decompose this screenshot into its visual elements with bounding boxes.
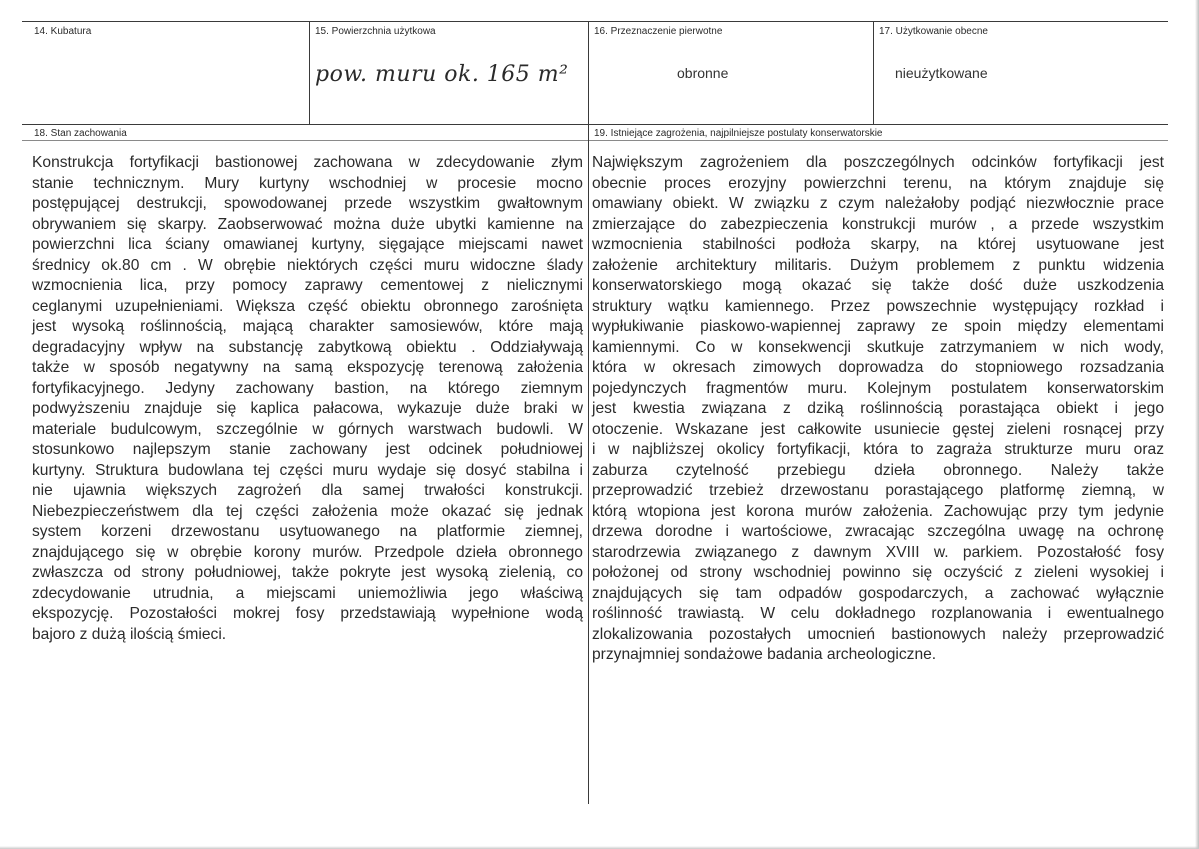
left-text-line: zwłaszcza od strony południowej, także pokryte jest wysoką zielenią, co (32, 564, 583, 581)
right-text-line: pojedynczych fragmentów muru. Kolejnym postulatem konserwatorskim (592, 379, 1164, 397)
right-text-line: przeprowadzić trzebież drzewostanu porastającego platformę ziemną, w (592, 482, 1164, 499)
current-use-label: 17. Użytkowanie obecne (879, 26, 988, 37)
col-divider-1 (309, 21, 310, 125)
right-text-line: znajdujących się tam odpadów gospodarczych, a zachować wyłącznie (592, 584, 1164, 602)
right-text-line: konserwatorskiego mogą okazać się także dość duże uszkodzenia (592, 277, 1164, 294)
row2-label-underline (22, 140, 1168, 141)
right-text-line: która w okresach zimowych doprowadza do stopniowego rozsadzania (592, 359, 1164, 376)
right-text-line: otoczenie. Wskazane jest całkowite usuniecie gęstej zieleni rosnącej przy (592, 420, 1164, 438)
right-text-line: położonej od strony wschodniej powinno się oczyścić z zieleni wysokiej i (592, 564, 1164, 581)
right-text-line: drzewa dorodne i wartościowe, zwracając szczególna uwagę na ochronę (592, 523, 1164, 540)
left-text-line: wzmocnienia lica, przy pomocy zaprawy cementowej z nielicznymi (32, 277, 583, 294)
left-text-line: podwyższeniu znajduje się kaplica pałacowa, wykazuje duże braki w (32, 400, 583, 417)
right-text-line: przynajmniej sondażowe badania archeologiczne. (592, 646, 937, 663)
condition-label: 18. Stan zachowania (34, 128, 127, 139)
left-text-line: znajdującego się w obrębie korony murów. Przedpole dzieła obronnego (32, 543, 583, 561)
left-text-line: zdecydowanie utrudnia, a miejscami uniemożliwia jego właściwą (32, 584, 583, 602)
right-text-line: którą wtopiona jest korona murów założenia. Zachowując przy tym jedynie (592, 502, 1164, 520)
condition-text (32, 153, 583, 645)
col-divider-2 (588, 21, 589, 804)
right-text-line: zlokalizowania pozostałych umocnień bastionowych należy przeprowadzić (592, 625, 1164, 643)
current-use-value: nieużytkowane (895, 65, 988, 81)
right-text-line: wzmocnienia stabilności podłoża skarpy, na której usytuowane jest (592, 236, 1164, 253)
right-text-line: założenie architektury militaris. Dużym problemem z punktu widzenia (592, 256, 1164, 274)
left-text-line: stosunkowo najlepszym stanie zachowany jest odcinek południowej (32, 441, 583, 458)
left-text-line: Niebezpieczeństwem dla tej części założenia może okazać się jednak (32, 502, 583, 520)
original-purpose-value: obronne (677, 65, 729, 81)
left-text-line: także w sposób negatywny na samą ekspozycję terenową założenia (32, 359, 583, 376)
left-text-line: materiale budulcowym, szczególnie w górnych warstwach budowli. W (32, 420, 583, 438)
right-text-line: omawiany obiekt. W związku z czym należałoby podjąć niezwłocznie prace (592, 195, 1164, 212)
table-top-border (22, 21, 1168, 22)
threats-label: 19. Istniejące zagrożenia, najpilniejsze postulaty konserwatorskie (594, 128, 883, 139)
left-text-line: kurtyny. Struktura budowlana tej części muru wydaje się dosyć stabilna i (32, 461, 583, 479)
left-text-line: średnicy ok.80 cm . W obrębie niektórych części muru widoczne ślady (32, 256, 583, 274)
right-text-line: zmierzające do zabezpieczenia konstrukcji murów , a przede wszystkim (592, 215, 1164, 233)
right-text-line: wypłukiwanie piaskowo-wapiennej zaprawy ze spoin między elementami (592, 318, 1164, 335)
right-text-line: i w najbliższej okolicy fortyfikacji, która to zagraża strukturze muru oraz (592, 441, 1164, 458)
row-divider (22, 124, 1168, 125)
right-text-line: zaburza czytelność przebiegu dzieła obronnego. Należy także (592, 461, 1164, 479)
left-text-line: ceglanymi uzupełnieniami. Większa część obiektu obronnego zarośnięta (32, 297, 583, 315)
right-text-line: jest kwestia związana z dziką roślinnością porastająca obiekt i jego (592, 400, 1164, 417)
right-text-line: struktury wątku kamiennego. Przez powszechnie występujący rozkład i (592, 297, 1164, 315)
kubatura-label: 14. Kubatura (34, 26, 92, 37)
left-text-line: system korzeni drzewostanu usytuowanego na platformie ziemnej, (32, 523, 583, 540)
left-text-line: obrywaniem się skarpy. Zaobserwować można duże ubytki kamienne na (32, 215, 583, 233)
left-text-line: fortyfikacyjnego. Jedyny zachowany bastion, na którego ziemnym (32, 379, 583, 397)
original-purpose-label: 16. Przeznaczenie pierwotne (594, 26, 723, 37)
left-text-line: nie ujawnia większych zagrożeń dla samej trwałości konstrukcji. (32, 482, 583, 499)
right-text-line: kamiennymi. Co w konsekwencji skutkuje zatrzymaniem w nich wody, (592, 338, 1164, 356)
right-text-line: Największym zagrożeniem dla poszczególnych odcinków fortyfikacji jest (592, 154, 1164, 171)
threats-text (592, 153, 1164, 666)
scan-shadow-right (1195, 0, 1199, 849)
left-text-line: Konstrukcja fortyfikacji bastionowej zachowana w zdecydowanie złym (32, 154, 583, 171)
left-text-line: postępującej destrukcji, spowodowanej przede wszystkim gwałtownym (32, 195, 583, 212)
usable-area-handwritten-value (315, 62, 568, 87)
right-text-line: obecnie proces erozyjny powierzchni terenu, na którym znajduje się (592, 174, 1164, 192)
usable-area-label: 15. Powierzchnia użytkowa (315, 26, 436, 37)
left-text-line: jest wysoką roślinnością, mającą charakter samosiewów, które mają (32, 318, 583, 335)
left-text-line: powierzchni lica ściany omawianej kurtyny, sięgające miejscami nawet (32, 236, 583, 253)
right-text-line: roślinność trawiastą. W celu dokładnego rozplanowania i ewentualnego (592, 605, 1164, 622)
left-text-line: ekspozycję. Pozostałości mokrej fosy przedstawiają wypełnione wodą (32, 605, 583, 622)
col-divider-3 (873, 21, 874, 125)
left-text-line: degradacyjny wpływ na substancję zabytkową obiektu . Oddziaływają (32, 338, 583, 356)
left-text-line: stanie technicznym. Mury kurtyny wschodniej w procesie mocno (32, 174, 583, 192)
usable-area-value: pow. muru ok. 165 m² (315, 62, 569, 87)
right-text-line: starodrzewia związanego z dawnym XVIII w. parkiem. Pozostałość fosy (592, 543, 1164, 561)
left-text-line: bajoro z dużą ilością śmieci. (32, 625, 227, 643)
